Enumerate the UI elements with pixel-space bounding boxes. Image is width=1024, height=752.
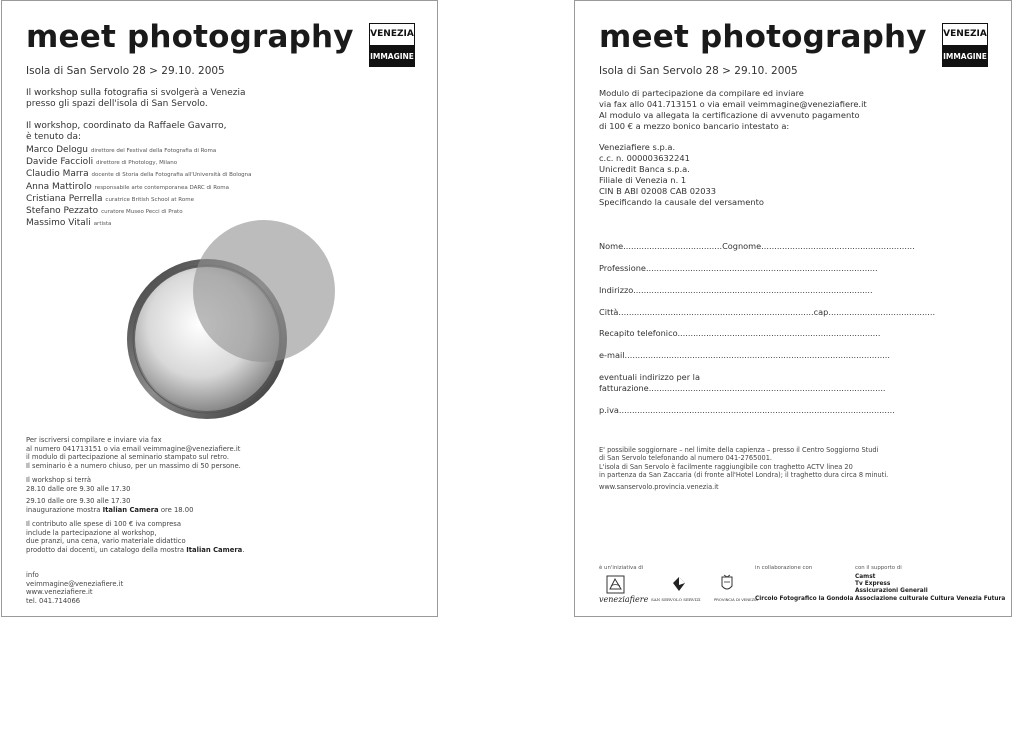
speaker-name: Stefano Pezzato [26,206,99,217]
coordinator-line: Il workshop, coordinato da Raffaele Gavarro, [26,121,227,131]
bank-line: Veneziafiere s.p.a. [599,142,676,152]
sponsor-item: Assicurazioni Generali [855,588,928,595]
contrib-exhibition: Italian Camera [186,545,243,554]
bank-line: Unicredit Banca s.p.a. [599,164,690,174]
schedule-line: 29.10 dalle ore 9.30 alle 17.30 [26,497,131,506]
sponsor-item: Camst [855,574,876,580]
speaker-role: direttore di Photology, Milano [96,160,178,167]
fatturazione-label: eventuali indirizzo per la [599,372,700,382]
info-block [26,571,123,605]
enroll-line: al numero 041713151 o via email veimmagine@veneziafiere.it [26,444,241,453]
stay-line: L'isola di San Servolo è facilmente raggiungibile con traghetto ACTV linea 20 [599,462,853,471]
speaker-role: docente di Storia della Fotografia all'Università di Bologna [91,172,252,179]
provincia-logo-text: PROVINCIA DI VENEZIA [714,597,758,602]
field-email[interactable]: e-mail...................................................................................................... [599,350,890,360]
field-indirizzo[interactable]: Indirizzo............................................................................................ [599,285,873,295]
schedule-line: Il workshop si terrà [26,476,92,484]
field-recapito[interactable]: Recapito telefonico.............................................................................. [599,328,881,338]
speaker-role: responsabile arte contemporanea DARC di Roma [94,184,229,191]
speaker-name: Davide Faccioli [26,157,94,168]
contrib-suffix: . [242,545,245,554]
enroll-line: Il seminario è a numero chiuso, per un massimo di 50 persone. [26,461,241,470]
cognome-line[interactable]: ........................................................... [761,241,915,251]
inauguration-line [26,506,193,515]
gray-disc [193,220,335,362]
venezia-immagine-logo [942,23,988,67]
bank-details [599,142,764,208]
san-servolo-emblem-icon [671,575,687,593]
speaker-name: Marco Delogu [26,145,88,155]
bank-line: c.c. n. 000003632241 [599,153,690,163]
bank-line: Specificando la causale del versamento [599,197,764,207]
coordinator-line: è tenuto da: [26,132,82,142]
inaug-prefix: inaugurazione mostra [26,505,103,514]
info-email: veimmagine@veneziafiere.it [26,579,124,588]
info-phone: tel. 041.714066 [26,596,81,605]
san-servolo-logo-text: SAN SERVOLO SERVIZI [651,597,701,602]
intro-line: presso gli spazi dell'isola di San Servolo. [26,99,208,109]
provincia-crest-icon [719,574,735,594]
field-professione[interactable]: Professione......................................................................................... [599,263,878,273]
module-line: Al modulo va allegata la certificazione di avvenuto pagamento [599,110,860,120]
left-title: meet photography [26,19,354,55]
support-label: con il supporto di [855,565,902,571]
cognome-label: Cognome [722,241,762,251]
schedule-text [26,476,193,514]
module-instructions [599,88,867,132]
left-subtitle: Isola di San Servolo 28 > 29.10. 2005 [26,65,225,77]
info-label: info [26,571,39,579]
contrib-prefix: prodotto dai docenti, un catalogo della mostra [26,545,187,554]
veneziafiere-emblem-icon [605,575,627,595]
stay-info [599,446,888,491]
field-nome-cognome[interactable] [599,241,915,251]
citta-line[interactable]: Città........................................................................... [599,307,814,317]
nome-line[interactable]: ...................................... [623,241,723,251]
contrib-line: Il contributo alle spese di 100 € iva compresa [26,520,181,528]
contribution-text [26,520,244,554]
schedule-line: 28.10 dalle ore 9.30 alle 17.30 [26,484,131,493]
enroll-line: Per iscriversi compilare e inviare via fax [26,436,162,444]
field-fatturazione[interactable] [599,372,886,394]
cap-line[interactable]: cap......................................... [813,307,936,317]
contrib-line: include la partecipazione al workshop, [26,528,157,537]
sponsors-list [855,574,1005,603]
enroll-line: il modulo di partecipazione al seminario stampato sul retro. [26,453,230,462]
contrib-line [26,546,244,555]
collaboration-partner: Circolo Fotografico la Gondola [755,596,854,602]
sponsor-item: Associazione culturale Cultura Venezia Futura [855,595,1006,602]
bank-line: CIN B ABI 02008 CAB 02033 [599,186,717,196]
speaker-name: Cristiana Perrella [26,193,103,204]
right-title: meet photography [599,19,927,55]
speaker-role: artista [93,221,112,228]
sanservolo-website: www.sanservolo.provincia.venezia.it [599,482,719,491]
logo-top-text: VENEZIA [942,23,988,46]
bank-line: Filiale di Venezia n. 1 [599,175,687,185]
collaboration-label: in collaborazione con [755,565,813,571]
left-page [1,0,438,617]
stay-line: in partenza da San Zaccaria (di fronte all'Hotel Londra); il traghetto dura circa 8 minuti. [599,471,889,480]
speaker-name: Anna Mattirolo [26,181,92,192]
sponsor-item: Tv Express [855,581,891,588]
speaker-role: direttore del Festival della Fotografia di Roma [90,148,217,154]
nome-label: Nome [599,241,624,251]
initiative-label: è un'iniziativa di [599,565,644,571]
enroll-text [26,436,241,470]
info-website: www.veneziafiere.it [26,588,93,597]
module-line: via fax allo 041.713151 o via email veimmagine@veneziafiere.it [599,99,867,109]
logo-bottom-text: IMMAGINE [370,52,414,61]
veneziafiere-logo-text: veneziafiere [599,595,649,604]
right-page [574,0,1012,617]
speaker-role: curatore Museo Pecci di Prato [101,209,183,216]
speaker-name: Massimo Vitali [26,218,91,229]
intro-line: Il workshop sulla fotografia si svolgerà a Venezia [26,88,246,98]
inaug-suffix: ore 18.00 [158,505,194,514]
field-piva[interactable]: p.iva.......................................................................................................... [599,405,895,415]
right-subtitle: Isola di San Servolo 28 > 29.10. 2005 [599,65,798,77]
stay-line: E' possibile soggiornare – nel limite della capienza – presso il Centro Soggiorno Studi [599,446,879,454]
logo-bottom-text: IMMAGINE [943,52,987,61]
speaker-name: Claudio Marra [26,169,89,180]
contrib-line: due pranzi, una cena, vario materiale didattico [26,537,186,546]
inaug-exhibition: Italian Camera [102,505,159,514]
stay-line: di San Servolo telefonando al numero 041-2765001. [599,454,772,463]
field-citta-cap[interactable] [599,307,935,317]
module-line: Modulo di partecipazione da compilare ed inviare [599,88,804,98]
fatturazione-line[interactable]: fatturazione........................................................................................... [599,383,886,393]
module-line: di 100 € a mezzo bonico bancario intestato a: [599,121,790,131]
speaker-role: curatrice British School at Rome [105,196,194,203]
logo-top-text: VENEZIA [369,23,415,46]
